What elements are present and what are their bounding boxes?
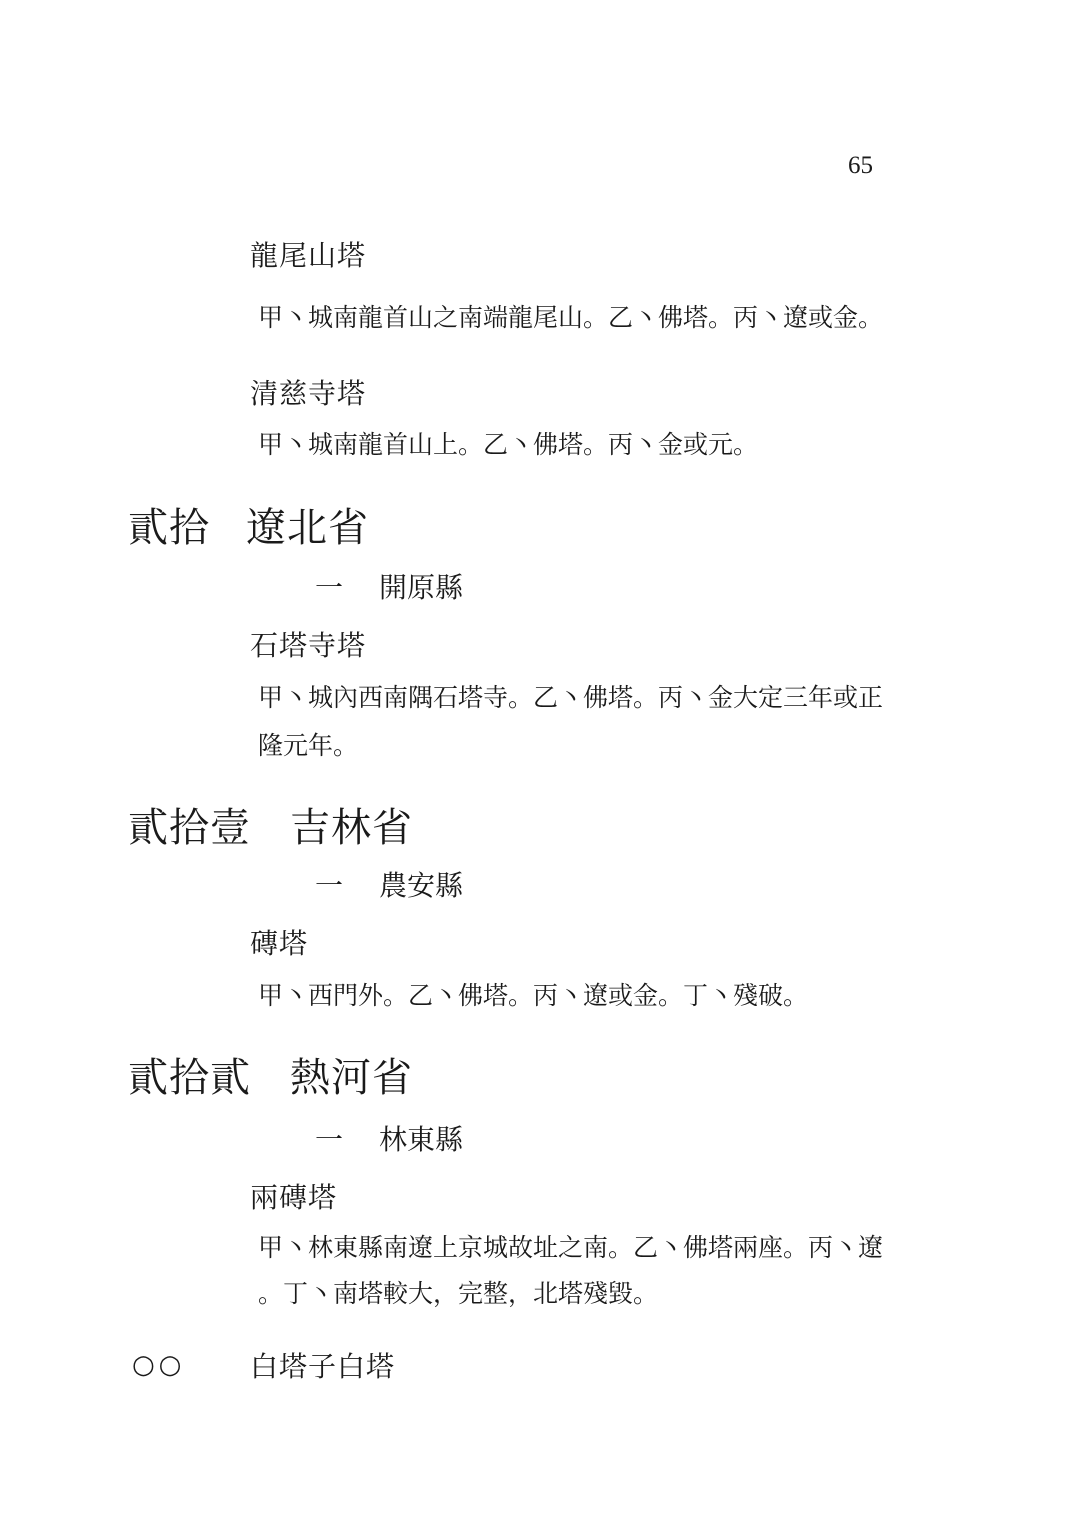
subsection-name: 開原縣 [379, 571, 464, 604]
entry-body-qingcisi-line1: 甲丶城南龍首山上。乙丶佛塔。丙丶金或元。 [258, 430, 759, 459]
entry-title-baitazi: 白塔子白塔 [250, 1350, 396, 1383]
entry-body-longweishan-line1: 甲丶城南龍首山之南端龍尾山。乙丶佛塔。丙丶遼或金。 [258, 303, 884, 332]
section-title-20: 遼北省 [246, 505, 369, 551]
entry-title-liangzhuanta: 兩磚塔 [250, 1181, 338, 1214]
section-title-22: 熱河省 [290, 1055, 413, 1101]
subsection-dash: 一 [315, 1123, 344, 1156]
entry-title-zhuanta: 磚塔 [250, 927, 309, 960]
section-number-21: 貳拾壹 [128, 805, 251, 851]
entry-title-longweishan: 龍尾山塔 [250, 239, 367, 272]
page-number: 65 [848, 152, 873, 179]
entry-title-shitasi: 石塔寺塔 [250, 629, 367, 662]
subsection-dash: 一 [315, 571, 344, 604]
entry-body-shitasi-line2: 隆元年。 [258, 731, 359, 760]
section-number-20: 貳拾 [128, 505, 210, 551]
section-title-21: 吉林省 [290, 805, 413, 851]
subsection-kaiyuan [315, 566, 463, 606]
subsection-name: 林東縣 [379, 1123, 464, 1156]
subsection-dash: 一 [315, 869, 344, 902]
entry-title-qingcisi: 清慈寺塔 [250, 377, 367, 410]
section-number-22: 貳拾貳 [128, 1055, 251, 1101]
entry-number-marker: ○○ [132, 1350, 186, 1380]
entry-body-zhuanta-line1: 甲丶西門外。乙丶佛塔。丙丶遼或金。丁丶殘破。 [258, 981, 809, 1010]
entry-body-liangzhuanta-line1: 甲丶林東縣南遼上京城故址之南。乙丶佛塔兩座。丙丶遼 [258, 1233, 884, 1262]
subsection-name: 農安縣 [379, 869, 464, 902]
entry-body-liangzhuanta-line2: 。丁丶南塔較大，完整，北塔殘毀。 [258, 1279, 659, 1308]
entry-body-shitasi-line1: 甲丶城內西南隅石塔寺。乙丶佛塔。丙丶金大定三年或正 [258, 683, 884, 712]
subsection-nongan [315, 864, 463, 904]
subsection-lindong [315, 1118, 463, 1158]
